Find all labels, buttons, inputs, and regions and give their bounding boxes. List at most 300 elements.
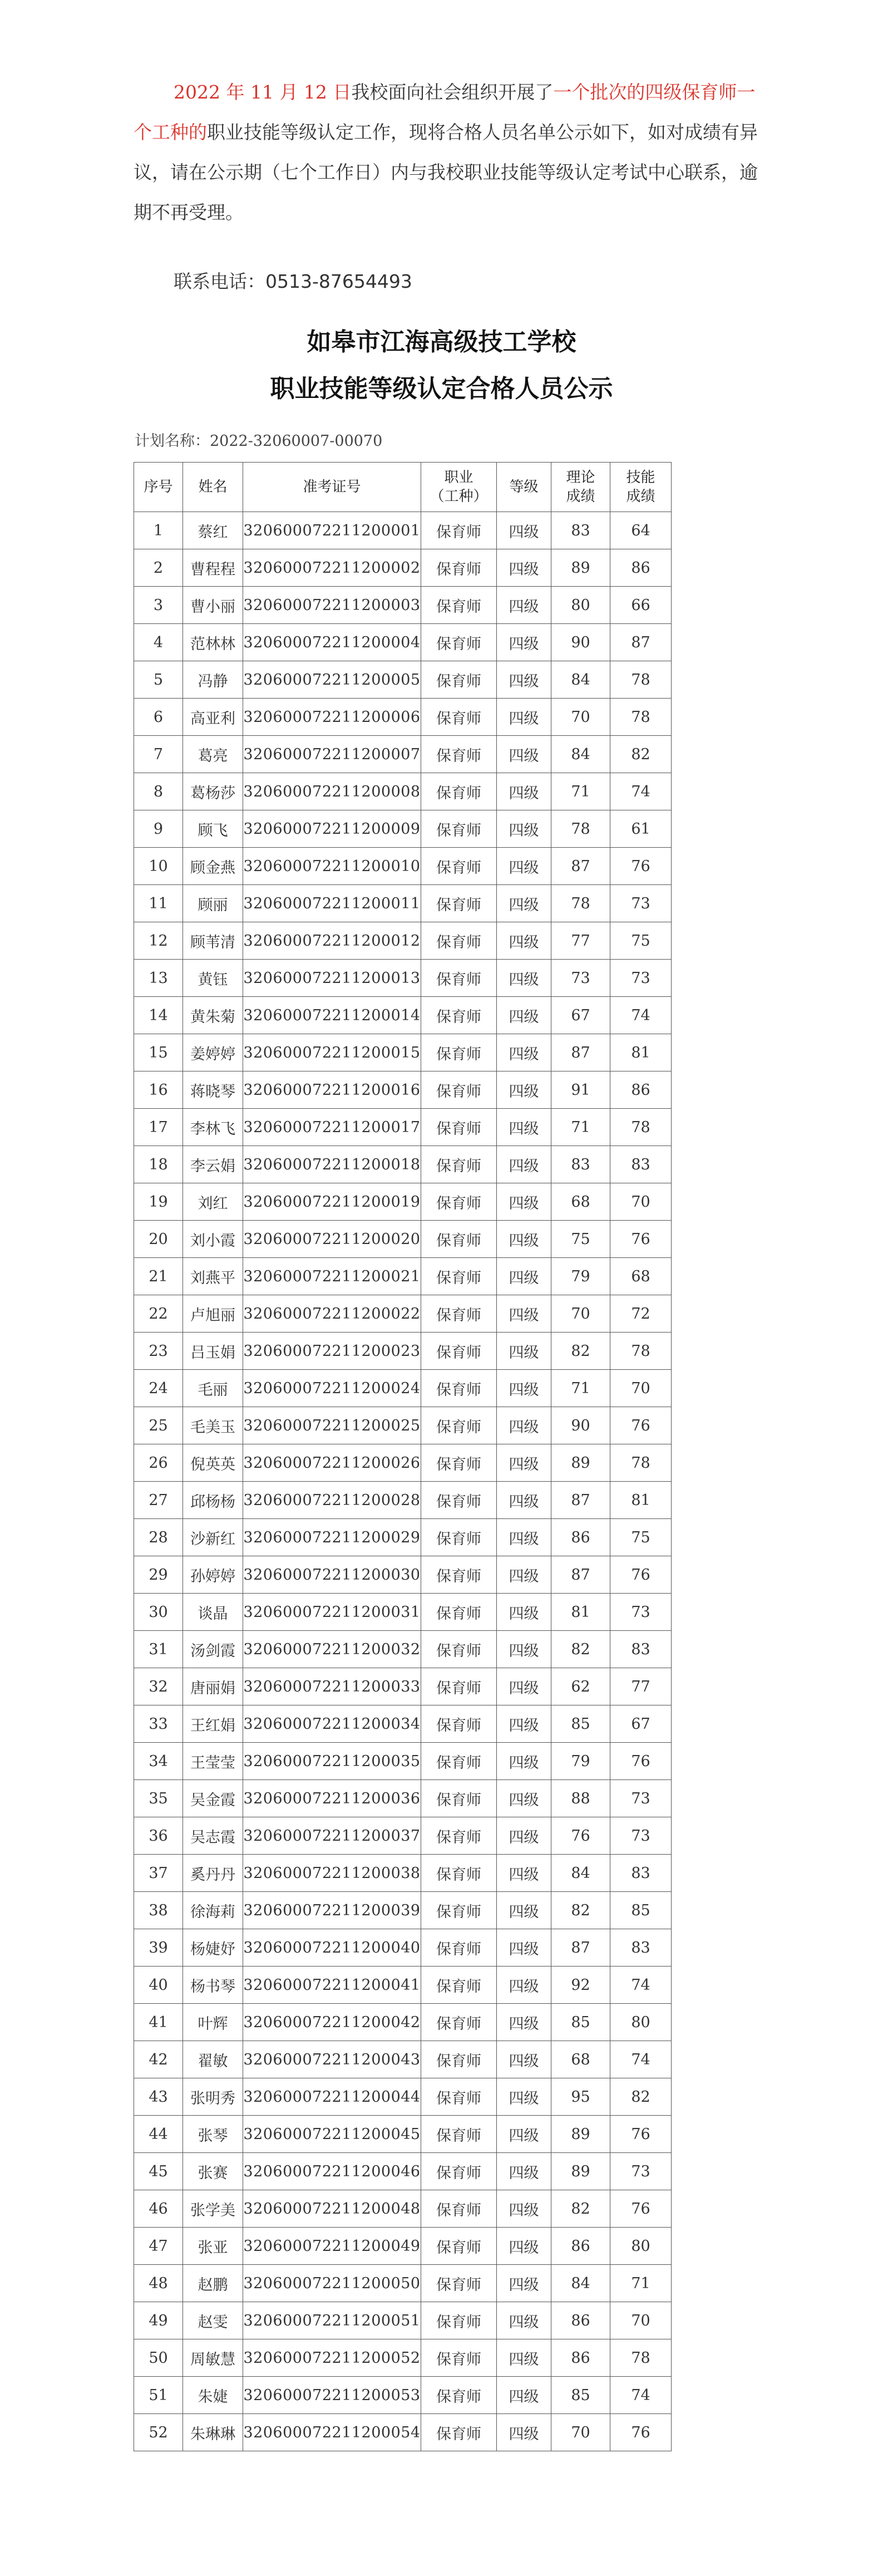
cell-seq: 5 bbox=[134, 661, 183, 699]
cell-level: 四级 bbox=[497, 2339, 551, 2377]
phone-number: 0513-87654493 bbox=[265, 271, 412, 292]
cell-job: 保育师 bbox=[421, 1221, 497, 1258]
table-row bbox=[134, 2004, 672, 2041]
cell-cert: 320600072211200005 bbox=[243, 661, 421, 699]
cell-cert: 320600072211200010 bbox=[243, 848, 421, 885]
cell-theory: 89 bbox=[551, 2116, 610, 2153]
cell-seq: 8 bbox=[134, 773, 183, 810]
cell-seq: 48 bbox=[134, 2265, 183, 2302]
cell-theory: 92 bbox=[551, 1967, 610, 2004]
cell-name: 吴志霞 bbox=[183, 1817, 243, 1855]
table-row bbox=[134, 1519, 672, 1556]
cell-level: 四级 bbox=[497, 587, 551, 624]
cell-name: 杨书琴 bbox=[183, 1967, 243, 2004]
cell-level: 四级 bbox=[497, 1444, 551, 1482]
cell-skill: 86 bbox=[610, 1071, 672, 1109]
cell-job: 保育师 bbox=[421, 960, 497, 997]
table-row bbox=[134, 810, 672, 848]
cell-theory: 84 bbox=[551, 736, 610, 773]
cell-cert: 320600072211200033 bbox=[243, 1668, 421, 1705]
cell-job: 保育师 bbox=[421, 1258, 497, 1295]
cell-name: 范林林 bbox=[183, 624, 243, 661]
cell-level: 四级 bbox=[497, 1482, 551, 1519]
cell-cert: 320600072211200025 bbox=[243, 1407, 421, 1444]
cell-theory: 71 bbox=[551, 773, 610, 810]
cell-seq: 14 bbox=[134, 997, 183, 1034]
cell-theory: 95 bbox=[551, 2078, 610, 2116]
cell-theory: 82 bbox=[551, 2190, 610, 2228]
cell-skill: 78 bbox=[610, 2339, 672, 2377]
cell-skill: 76 bbox=[610, 848, 672, 885]
cell-seq: 35 bbox=[134, 1780, 183, 1817]
cell-job: 保育师 bbox=[421, 2116, 497, 2153]
cell-theory: 70 bbox=[551, 699, 610, 736]
table-row bbox=[134, 1258, 672, 1295]
cell-theory: 82 bbox=[551, 1892, 610, 1929]
cell-skill: 86 bbox=[610, 549, 672, 587]
cell-theory: 83 bbox=[551, 512, 610, 549]
cell-cert: 320600072211200049 bbox=[243, 2228, 421, 2265]
cell-name: 高亚利 bbox=[183, 699, 243, 736]
cell-skill: 74 bbox=[610, 2041, 672, 2078]
cell-skill: 76 bbox=[610, 1221, 672, 1258]
table-row bbox=[134, 1034, 672, 1071]
table-row bbox=[134, 1295, 672, 1333]
cell-cert: 320600072211200024 bbox=[243, 1370, 421, 1407]
cell-name: 蔡红 bbox=[183, 512, 243, 549]
cell-skill: 73 bbox=[610, 885, 672, 922]
cell-seq: 7 bbox=[134, 736, 183, 773]
table-body bbox=[134, 512, 672, 2451]
cell-theory: 89 bbox=[551, 2153, 610, 2190]
cell-skill: 73 bbox=[610, 2153, 672, 2190]
cell-cert: 320600072211200002 bbox=[243, 549, 421, 587]
cell-skill: 82 bbox=[610, 736, 672, 773]
cell-theory: 84 bbox=[551, 2265, 610, 2302]
cell-level: 四级 bbox=[497, 1668, 551, 1705]
table-row bbox=[134, 1967, 672, 2004]
cell-seq: 28 bbox=[134, 1519, 183, 1556]
cell-level: 四级 bbox=[497, 1221, 551, 1258]
cell-theory: 91 bbox=[551, 1071, 610, 1109]
cell-job: 保育师 bbox=[421, 699, 497, 736]
cell-cert: 320600072211200003 bbox=[243, 587, 421, 624]
cell-skill: 75 bbox=[610, 1519, 672, 1556]
cell-skill: 76 bbox=[610, 2190, 672, 2228]
cell-level: 四级 bbox=[497, 885, 551, 922]
cell-theory: 82 bbox=[551, 1333, 610, 1370]
cell-job: 保育师 bbox=[421, 2302, 497, 2339]
cell-job: 保育师 bbox=[421, 1370, 497, 1407]
cell-seq: 22 bbox=[134, 1295, 183, 1333]
cell-theory: 87 bbox=[551, 1929, 610, 1967]
cell-name: 朱婕 bbox=[183, 2377, 243, 2414]
cell-skill: 78 bbox=[610, 1333, 672, 1370]
cell-level: 四级 bbox=[497, 1034, 551, 1071]
cell-level: 四级 bbox=[497, 960, 551, 997]
cell-theory: 70 bbox=[551, 2414, 610, 2451]
cell-skill: 81 bbox=[610, 1482, 672, 1519]
cell-level: 四级 bbox=[497, 922, 551, 960]
cell-name: 徐海莉 bbox=[183, 1892, 243, 1929]
cell-seq: 17 bbox=[134, 1109, 183, 1146]
cell-seq: 51 bbox=[134, 2377, 183, 2414]
cell-job: 保育师 bbox=[421, 1556, 497, 1594]
cell-name: 倪英英 bbox=[183, 1444, 243, 1482]
cell-cert: 320600072211200004 bbox=[243, 624, 421, 661]
cell-cert: 320600072211200037 bbox=[243, 1817, 421, 1855]
cell-name: 张琴 bbox=[183, 2116, 243, 2153]
cell-theory: 85 bbox=[551, 2377, 610, 2414]
table-row bbox=[134, 2265, 672, 2302]
cell-skill: 70 bbox=[610, 2302, 672, 2339]
cell-skill: 76 bbox=[610, 1407, 672, 1444]
table-row bbox=[134, 1743, 672, 1780]
cell-level: 四级 bbox=[497, 2153, 551, 2190]
table-row bbox=[134, 1333, 672, 1370]
cell-cert: 320600072211200030 bbox=[243, 1556, 421, 1594]
cell-job: 保育师 bbox=[421, 1407, 497, 1444]
cell-skill: 76 bbox=[610, 2414, 672, 2451]
cell-level: 四级 bbox=[497, 2377, 551, 2414]
cell-seq: 20 bbox=[134, 1221, 183, 1258]
table-row bbox=[134, 1071, 672, 1109]
cell-name: 杨婕妤 bbox=[183, 1929, 243, 1967]
cell-skill: 66 bbox=[610, 587, 672, 624]
cell-cert: 320600072211200038 bbox=[243, 1855, 421, 1892]
cell-cert: 320600072211200026 bbox=[243, 1444, 421, 1482]
cell-theory: 85 bbox=[551, 1705, 610, 1743]
table-row bbox=[134, 1370, 672, 1407]
cell-theory: 90 bbox=[551, 624, 610, 661]
cell-level: 四级 bbox=[497, 736, 551, 773]
cell-seq: 21 bbox=[134, 1258, 183, 1295]
cell-skill: 83 bbox=[610, 1855, 672, 1892]
cell-seq: 40 bbox=[134, 1967, 183, 2004]
cell-cert: 320600072211200008 bbox=[243, 773, 421, 810]
cell-cert: 320600072211200035 bbox=[243, 1743, 421, 1780]
cell-theory: 68 bbox=[551, 2041, 610, 2078]
cell-name: 顾金燕 bbox=[183, 848, 243, 885]
cell-job: 保育师 bbox=[421, 624, 497, 661]
cell-name: 李云娟 bbox=[183, 1146, 243, 1183]
cell-skill: 73 bbox=[610, 1594, 672, 1631]
cell-level: 四级 bbox=[497, 2004, 551, 2041]
cell-cert: 320600072211200022 bbox=[243, 1295, 421, 1333]
header-skill: 技能 成绩 bbox=[610, 463, 672, 512]
cell-cert: 320600072211200019 bbox=[243, 1183, 421, 1221]
cell-name: 葛亮 bbox=[183, 736, 243, 773]
cell-skill: 74 bbox=[610, 1967, 672, 2004]
cell-job: 保育师 bbox=[421, 2153, 497, 2190]
cell-level: 四级 bbox=[497, 2414, 551, 2451]
cell-seq: 43 bbox=[134, 2078, 183, 2116]
cell-job: 保育师 bbox=[421, 1855, 497, 1892]
notice-text-b: 职业技能等级认定工作，现将合格人员名单公示如下，如对成绩有异议，请在公示期（七个工作日）内与我校职业技能等级认定考试中心联系，逾期不再受理。 bbox=[134, 121, 758, 223]
cell-job: 保育师 bbox=[421, 2041, 497, 2078]
cell-seq: 13 bbox=[134, 960, 183, 997]
cell-name: 张明秀 bbox=[183, 2078, 243, 2116]
cell-cert: 320600072211200051 bbox=[243, 2302, 421, 2339]
header-job: 职业 （工种） bbox=[421, 463, 497, 512]
cell-theory: 86 bbox=[551, 1519, 610, 1556]
cell-job: 保育师 bbox=[421, 1780, 497, 1817]
cell-skill: 83 bbox=[610, 1929, 672, 1967]
notice-text-a: 我校面向社会组织开展了 bbox=[351, 81, 554, 103]
table-row bbox=[134, 1407, 672, 1444]
results-table-wrapper bbox=[134, 462, 672, 2451]
cell-theory: 71 bbox=[551, 1370, 610, 1407]
cell-job: 保育师 bbox=[421, 736, 497, 773]
cell-name: 曹小丽 bbox=[183, 587, 243, 624]
cell-theory: 86 bbox=[551, 2228, 610, 2265]
cell-name: 张学美 bbox=[183, 2190, 243, 2228]
cell-job: 保育师 bbox=[421, 1444, 497, 1482]
cell-name: 葛杨莎 bbox=[183, 773, 243, 810]
cell-name: 张赛 bbox=[183, 2153, 243, 2190]
cell-skill: 76 bbox=[610, 2116, 672, 2153]
cell-name: 冯静 bbox=[183, 661, 243, 699]
cell-skill: 76 bbox=[610, 1556, 672, 1594]
cell-level: 四级 bbox=[497, 549, 551, 587]
table-row bbox=[134, 661, 672, 699]
cell-job: 保育师 bbox=[421, 810, 497, 848]
cell-level: 四级 bbox=[497, 2078, 551, 2116]
cell-cert: 320600072211200014 bbox=[243, 997, 421, 1034]
cell-name: 毛美玉 bbox=[183, 1407, 243, 1444]
cell-name: 汤剑霞 bbox=[183, 1631, 243, 1668]
cell-theory: 78 bbox=[551, 885, 610, 922]
cell-theory: 85 bbox=[551, 2004, 610, 2041]
cell-job: 保育师 bbox=[421, 1034, 497, 1071]
cell-theory: 75 bbox=[551, 1221, 610, 1258]
cell-level: 四级 bbox=[497, 2228, 551, 2265]
cell-seq: 50 bbox=[134, 2339, 183, 2377]
cell-job: 保育师 bbox=[421, 997, 497, 1034]
cell-level: 四级 bbox=[497, 1370, 551, 1407]
cell-seq: 33 bbox=[134, 1705, 183, 1743]
table-row bbox=[134, 1780, 672, 1817]
cell-job: 保育师 bbox=[421, 1594, 497, 1631]
cell-cert: 320600072211200039 bbox=[243, 1892, 421, 1929]
cell-seq: 15 bbox=[134, 1034, 183, 1071]
table-row bbox=[134, 1444, 672, 1482]
cell-name: 黄钰 bbox=[183, 960, 243, 997]
cell-cert: 320600072211200015 bbox=[243, 1034, 421, 1071]
header-seq: 序号 bbox=[134, 463, 183, 512]
table-row bbox=[134, 885, 672, 922]
cell-level: 四级 bbox=[497, 848, 551, 885]
table-row bbox=[134, 1631, 672, 1668]
cell-job: 保育师 bbox=[421, 2228, 497, 2265]
cell-job: 保育师 bbox=[421, 2078, 497, 2116]
cell-skill: 82 bbox=[610, 2078, 672, 2116]
cell-job: 保育师 bbox=[421, 1482, 497, 1519]
cell-level: 四级 bbox=[497, 1705, 551, 1743]
cell-skill: 70 bbox=[610, 1370, 672, 1407]
cell-cert: 320600072211200032 bbox=[243, 1631, 421, 1668]
cell-seq: 1 bbox=[134, 512, 183, 549]
cell-name: 谈晶 bbox=[183, 1594, 243, 1631]
cell-skill: 61 bbox=[610, 810, 672, 848]
cell-job: 保育师 bbox=[421, 848, 497, 885]
cell-level: 四级 bbox=[497, 1594, 551, 1631]
cell-seq: 29 bbox=[134, 1556, 183, 1594]
table-header-row bbox=[134, 463, 672, 512]
table-row bbox=[134, 1556, 672, 1594]
table-row bbox=[134, 1855, 672, 1892]
cell-cert: 320600072211200021 bbox=[243, 1258, 421, 1295]
cell-skill: 73 bbox=[610, 1817, 672, 1855]
cell-level: 四级 bbox=[497, 1556, 551, 1594]
table-row bbox=[134, 1482, 672, 1519]
cell-skill: 80 bbox=[610, 2228, 672, 2265]
cell-level: 四级 bbox=[497, 2190, 551, 2228]
cell-theory: 79 bbox=[551, 1258, 610, 1295]
cell-cert: 320600072211200045 bbox=[243, 2116, 421, 2153]
cell-theory: 82 bbox=[551, 1631, 610, 1668]
cell-level: 四级 bbox=[497, 1967, 551, 2004]
table-row bbox=[134, 699, 672, 736]
cell-level: 四级 bbox=[497, 512, 551, 549]
cell-cert: 320600072211200017 bbox=[243, 1109, 421, 1146]
cell-level: 四级 bbox=[497, 1892, 551, 1929]
cell-theory: 87 bbox=[551, 848, 610, 885]
cell-theory: 71 bbox=[551, 1109, 610, 1146]
cell-name: 刘小霞 bbox=[183, 1221, 243, 1258]
table-row bbox=[134, 2377, 672, 2414]
cell-seq: 23 bbox=[134, 1333, 183, 1370]
cell-cert: 320600072211200020 bbox=[243, 1221, 421, 1258]
cell-level: 四级 bbox=[497, 1333, 551, 1370]
cell-theory: 70 bbox=[551, 1295, 610, 1333]
table-row bbox=[134, 1817, 672, 1855]
cell-seq: 42 bbox=[134, 2041, 183, 2078]
cell-skill: 74 bbox=[610, 2377, 672, 2414]
cell-level: 四级 bbox=[497, 810, 551, 848]
cell-cert: 320600072211200043 bbox=[243, 2041, 421, 2078]
cell-name: 叶辉 bbox=[183, 2004, 243, 2041]
cell-seq: 37 bbox=[134, 1855, 183, 1892]
cell-theory: 68 bbox=[551, 1183, 610, 1221]
table-row bbox=[134, 1705, 672, 1743]
cell-level: 四级 bbox=[497, 773, 551, 810]
cell-cert: 320600072211200023 bbox=[243, 1333, 421, 1370]
cell-theory: 67 bbox=[551, 997, 610, 1034]
cell-cert: 320600072211200053 bbox=[243, 2377, 421, 2414]
cell-cert: 320600072211200054 bbox=[243, 2414, 421, 2451]
cell-name: 蒋晓琴 bbox=[183, 1071, 243, 1109]
table-row bbox=[134, 736, 672, 773]
cell-job: 保育师 bbox=[421, 1967, 497, 2004]
table-row bbox=[134, 2153, 672, 2190]
cell-level: 四级 bbox=[497, 2265, 551, 2302]
cell-level: 四级 bbox=[497, 1855, 551, 1892]
cell-job: 保育师 bbox=[421, 587, 497, 624]
cell-cert: 320600072211200016 bbox=[243, 1071, 421, 1109]
header-name: 姓名 bbox=[183, 463, 243, 512]
cell-skill: 78 bbox=[610, 1444, 672, 1482]
cell-theory: 87 bbox=[551, 1034, 610, 1071]
table-row bbox=[134, 2339, 672, 2377]
cell-level: 四级 bbox=[497, 1295, 551, 1333]
cell-skill: 73 bbox=[610, 960, 672, 997]
cell-theory: 89 bbox=[551, 1444, 610, 1482]
cell-seq: 49 bbox=[134, 2302, 183, 2339]
cell-seq: 44 bbox=[134, 2116, 183, 2153]
table-row bbox=[134, 848, 672, 885]
table-row bbox=[134, 1183, 672, 1221]
cell-name: 黄朱菊 bbox=[183, 997, 243, 1034]
cell-skill: 83 bbox=[610, 1631, 672, 1668]
cell-seq: 41 bbox=[134, 2004, 183, 2041]
cell-theory: 73 bbox=[551, 960, 610, 997]
cell-job: 保育师 bbox=[421, 773, 497, 810]
cell-job: 保育师 bbox=[421, 2377, 497, 2414]
cell-seq: 19 bbox=[134, 1183, 183, 1221]
notice-date: 2022 年 11 月 12 日 bbox=[174, 81, 352, 103]
cell-job: 保育师 bbox=[421, 1519, 497, 1556]
table-row bbox=[134, 2078, 672, 2116]
table-row bbox=[134, 2116, 672, 2153]
cell-theory: 81 bbox=[551, 1594, 610, 1631]
cell-skill: 74 bbox=[610, 997, 672, 1034]
header-cert: 准考证号 bbox=[243, 463, 421, 512]
cell-job: 保育师 bbox=[421, 1333, 497, 1370]
cell-job: 保育师 bbox=[421, 885, 497, 922]
cell-theory: 87 bbox=[551, 1556, 610, 1594]
cell-level: 四级 bbox=[497, 997, 551, 1034]
header-level: 等级 bbox=[497, 463, 551, 512]
cell-skill: 75 bbox=[610, 922, 672, 960]
cell-seq: 11 bbox=[134, 885, 183, 922]
cell-job: 保育师 bbox=[421, 549, 497, 587]
cell-skill: 81 bbox=[610, 1034, 672, 1071]
cell-level: 四级 bbox=[497, 1146, 551, 1183]
cell-level: 四级 bbox=[497, 2116, 551, 2153]
cell-seq: 25 bbox=[134, 1407, 183, 1444]
table-row bbox=[134, 512, 672, 549]
cell-name: 沙新红 bbox=[183, 1519, 243, 1556]
cell-level: 四级 bbox=[497, 1519, 551, 1556]
cell-cert: 320600072211200042 bbox=[243, 2004, 421, 2041]
cell-job: 保育师 bbox=[421, 1668, 497, 1705]
cell-cert: 320600072211200034 bbox=[243, 1705, 421, 1743]
cell-job: 保育师 bbox=[421, 922, 497, 960]
table-row bbox=[134, 1668, 672, 1705]
cell-theory: 77 bbox=[551, 922, 610, 960]
cell-name: 赵鹏 bbox=[183, 2265, 243, 2302]
table-row bbox=[134, 773, 672, 810]
cell-job: 保育师 bbox=[421, 1071, 497, 1109]
cell-level: 四级 bbox=[497, 1109, 551, 1146]
cell-name: 刘燕平 bbox=[183, 1258, 243, 1295]
cell-name: 毛丽 bbox=[183, 1370, 243, 1407]
cell-theory: 84 bbox=[551, 1855, 610, 1892]
cell-cert: 320600072211200029 bbox=[243, 1519, 421, 1556]
phone-label: 联系电话： bbox=[174, 271, 265, 292]
cell-theory: 83 bbox=[551, 1146, 610, 1183]
table-row bbox=[134, 1109, 672, 1146]
cell-theory: 90 bbox=[551, 1407, 610, 1444]
cell-skill: 77 bbox=[610, 1668, 672, 1705]
cell-theory: 80 bbox=[551, 587, 610, 624]
cell-seq: 36 bbox=[134, 1817, 183, 1855]
cell-cert: 320600072211200036 bbox=[243, 1780, 421, 1817]
cell-name: 孙婷婷 bbox=[183, 1556, 243, 1594]
table-row bbox=[134, 2414, 672, 2451]
cell-seq: 47 bbox=[134, 2228, 183, 2265]
